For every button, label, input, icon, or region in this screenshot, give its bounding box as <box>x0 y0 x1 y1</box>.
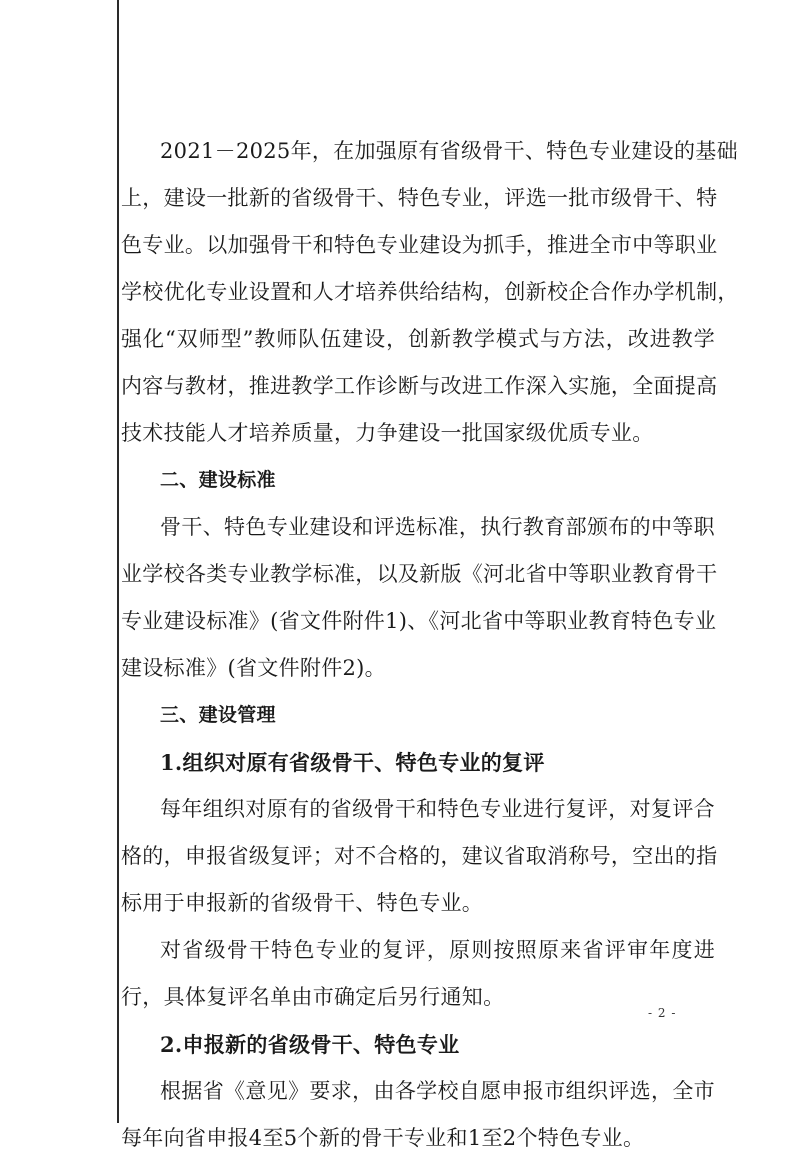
text-line: 业学校各类专业教学标准，以及新版《河北省中等职业教育骨干 <box>121 562 718 586</box>
text-line: 色专业。以加强骨干和特色专业建设为抓手，推进全市中等职业 <box>121 233 718 257</box>
paragraph-goals <box>121 128 739 457</box>
document-body <box>121 128 739 1162</box>
text-line: 上，建设一批新的省级骨干、特色专业，评选一批市级骨干、特 <box>121 186 718 210</box>
text-line: 技术技能人才培养质量，力争建设一批国家级优质专业。 <box>121 421 654 445</box>
text-line: 行，具体复评名单由市确定后另行通知。 <box>121 985 505 1009</box>
subsection-heading-application: 2.申报新的省级骨干、特色专业 <box>160 1032 460 1057</box>
text-line: 建设标准》(省文件附件2)。 <box>121 656 386 680</box>
text-line: 格的，申报省级复评；对不合格的，建议省取消称号，空出的指 <box>121 844 718 868</box>
text-line: 学校优化专业设置和人才培养供给结构，创新校企合作办学机制， <box>121 280 739 304</box>
section-heading-standards: 二、建设标准 <box>160 469 276 491</box>
text-line: 强化“双师型”教师队伍建设，创新教学模式与方法，改进教学 <box>121 327 715 351</box>
paragraph-review <box>121 786 718 927</box>
paragraph-review-schedule <box>121 927 715 1021</box>
text-line: 每年组织对原有的省级骨干和特色专业进行复评，对复评合 <box>160 797 715 821</box>
text-line: 每年向省申报4至5个新的骨干专业和1至2个特色专业。 <box>121 1126 645 1150</box>
paragraph-standards <box>121 504 718 692</box>
subsection-heading-review: 1.组织对原有省级骨干、特色专业的复评 <box>160 750 545 775</box>
page-number: - 2 - <box>648 1006 677 1020</box>
text-line: 专业建设标准》(省文件附件1)、《河北省中等职业教育特色专业 <box>121 609 717 633</box>
text-line: 标用于申报新的省级骨干、特色专业。 <box>121 891 484 915</box>
paragraph-application <box>121 1068 715 1162</box>
text-line: 对省级骨干特色专业的复评，原则按照原来省评审年度进 <box>160 938 715 962</box>
text-line: 2021－2025年，在加强原有省级骨干、特色专业建设的基础 <box>160 139 738 163</box>
binding-margin-line <box>117 0 119 1123</box>
section-heading-management: 三、建设管理 <box>160 704 276 726</box>
text-line: 根据省《意见》要求，由各学校自愿申报市组织评选，全市 <box>160 1079 715 1103</box>
text-line: 内容与教材，推进教学工作诊断与改进工作深入实施，全面提高 <box>121 374 718 398</box>
text-line: 骨干、特色专业建设和评选标准，执行教育部颁布的中等职 <box>160 515 715 539</box>
